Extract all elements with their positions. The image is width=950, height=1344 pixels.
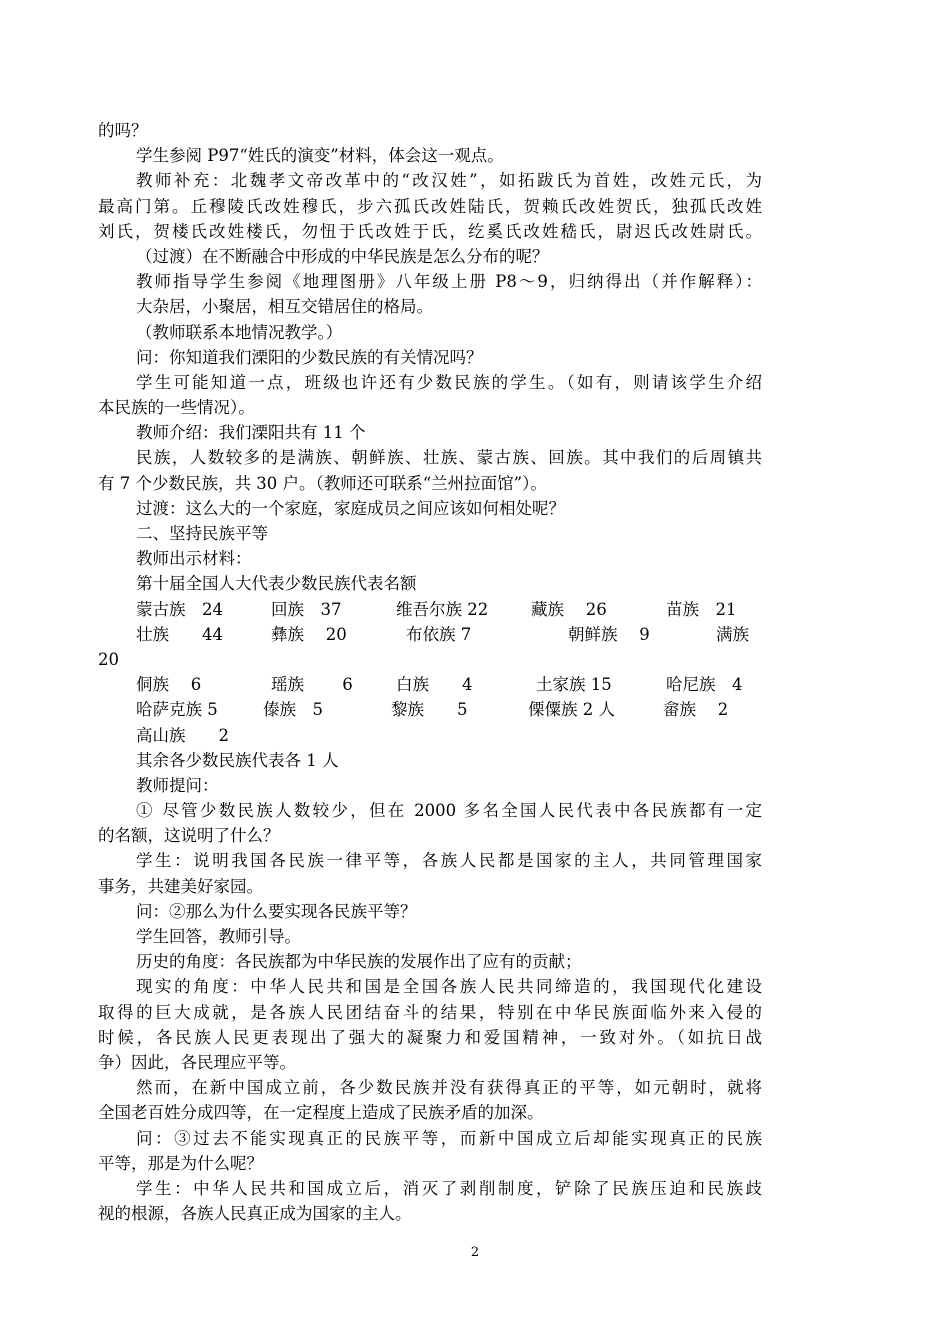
text-line: 学生：说明我国各民族一律平等，各族人民都是国家的主人，共同管理国家 [136, 851, 762, 871]
table-wrap-line: 20 [98, 649, 119, 669]
body-text-block-1 [98, 118, 762, 597]
table-cell: 畲族 2 [663, 700, 729, 720]
text-line: 的名额，这说明了什么？ [98, 826, 280, 846]
table-row [98, 597, 762, 622]
table-row [98, 697, 762, 722]
table-cell: 壮族 44 [136, 624, 223, 644]
text-line: 全国老百姓分成四等，在一定程度上造成了民族矛盾的加深。 [98, 1103, 544, 1123]
text-line: 事务，共建美好家园。 [98, 876, 263, 896]
body-text-block-2 [98, 748, 762, 1227]
table-cell: 白族 4 [396, 675, 473, 695]
text-line: 历史的角度：各民族都为中华民族的发展作出了应有的贡献； [136, 952, 582, 972]
page-number: 2 [470, 1245, 480, 1260]
text-line: 学生可能知道一点，班级也许还有少数民族的学生。（如有，则请该学生介绍 [136, 372, 762, 392]
text-line: 问：你知道我们溧阳的少数民族的有关情况吗？ [136, 347, 483, 367]
table-cell: 苗族 21 [666, 599, 737, 619]
table-cell: 回族 37 [271, 599, 342, 619]
text-line: 最高门第。丘穆陵氏改姓穆氏，步六孤氏改姓陆氏，贺赖氏改姓贺氏，独孤氏改姓 [98, 196, 762, 216]
text-line: 取得的巨大成就，是各族人民团结奋斗的结果，特别在中华民族面临外来入侵的 [98, 1002, 762, 1022]
table-tail-line: 高山族 2 [136, 725, 229, 745]
text-line: （教师联系本地情况教学。） [136, 322, 343, 342]
text-line: （过渡）在不断融合中形成的中华民族是怎么分布的呢？ [136, 246, 549, 266]
table-cell: 蒙古族 24 [136, 599, 223, 619]
text-line: 本民族的一些情况）。 [98, 398, 255, 418]
text-line: 的吗？ [98, 121, 148, 140]
text-line: 刘氏，贺楼氏改姓楼氏，勿忸于氏改姓于氏，纥奚氏改姓嵇氏，尉迟氏改姓尉氏。 [98, 221, 762, 241]
text-line: 大杂居，小聚居，相互交错居住的格局。 [136, 297, 433, 317]
text-line: 教师补充：北魏孝文帝改革中的“改汉姓”，如拓跋氏为首姓，改姓元氏，为 [136, 171, 762, 191]
table-cell: 傈僳族 2 人 [528, 700, 615, 720]
table-row [98, 622, 762, 647]
text-line: 过渡：这么大的一个家庭，家庭成员之间应该如何相处呢？ [136, 498, 565, 518]
table-cell: 彝族 20 [271, 624, 347, 644]
text-line: 问：③过去不能实现真正的民族平等，而新中国成立后却能实现真正的民族 [136, 1128, 762, 1148]
table-cell: 维吾尔族 22 [396, 599, 489, 619]
text-line: 第十届全国人大代表少数民族代表名额 [136, 574, 417, 594]
text-line: 学生：中华人民共和国成立后，消灭了剥削制度，铲除了民族压迫和民族歧 [136, 1178, 762, 1198]
text-line: ① 尽管少数民族人数较少，但在 2000 多名全国人民代表中各民族都有一定 [136, 801, 762, 821]
text-line: 民族，人数较多的是满族、朝鲜族、壮族、蒙古族、回族。其中我们的后周镇共 [136, 448, 762, 468]
text-line: 其余各少数民族代表各 1 人 [136, 750, 339, 770]
table-cell: 傣族 5 [263, 700, 323, 720]
table-cell: 土家族 15 [536, 675, 612, 695]
table-cell: 黎族 5 [391, 700, 468, 720]
text-line: 教师介绍：我们溧阳共有 11 个 [136, 423, 366, 443]
table-cell: 哈萨克族 5 [136, 700, 218, 720]
text-line: 教师提问： [136, 775, 219, 795]
representatives-table [98, 597, 762, 748]
text-line: 教师指导学生参阅《地理图册》八年级上册 P8～9，归纳得出（并作解释）： [136, 272, 762, 292]
document-page [98, 118, 762, 1226]
text-line: 教师出示材料： [136, 549, 252, 569]
text-line: 视的根源，各族人民真正成为国家的主人。 [98, 1204, 412, 1224]
text-line: 时候，各民族人民更表现出了强大的凝聚力和爱国精神，一致对外。（如抗日战 [98, 1027, 762, 1047]
text-line: 争）因此，各民理应平等。 [98, 1052, 296, 1072]
text-line: 学生回答，教师引导。 [136, 927, 301, 946]
text-line: 二、坚持民族平等 [136, 524, 268, 543]
text-line: 问：②那么为什么要实现各民族平等？ [136, 901, 417, 921]
text-line: 有 7 个少数民族，共 30 户。（教师还可联系“兰州拉面馆”）。 [98, 473, 547, 493]
table-cell: 哈尼族 4 [666, 675, 743, 695]
table-cell: 侗族 6 [136, 675, 202, 695]
text-line: 平等，那是为什么呢？ [98, 1153, 263, 1173]
table-cell: 朝鲜族 9 [568, 624, 650, 644]
table-row [98, 672, 762, 697]
table-cell: 藏族 26 [531, 599, 607, 619]
table-cell: 满族 [716, 624, 749, 644]
table-cell: 布依族 7 [406, 624, 472, 644]
table-cell: 瑶族 6 [271, 675, 353, 695]
text-line: 然而，在新中国成立前，各少数民族并没有获得真正的平等，如元朝时，就将 [136, 1078, 762, 1098]
text-line: 现实的角度：中华人民共和国是全国各族人民共同缔造的，我国现代化建设 [136, 977, 762, 997]
text-line: 学生参阅 P97“姓氏的演变”材料，体会这一观点。 [136, 146, 504, 166]
